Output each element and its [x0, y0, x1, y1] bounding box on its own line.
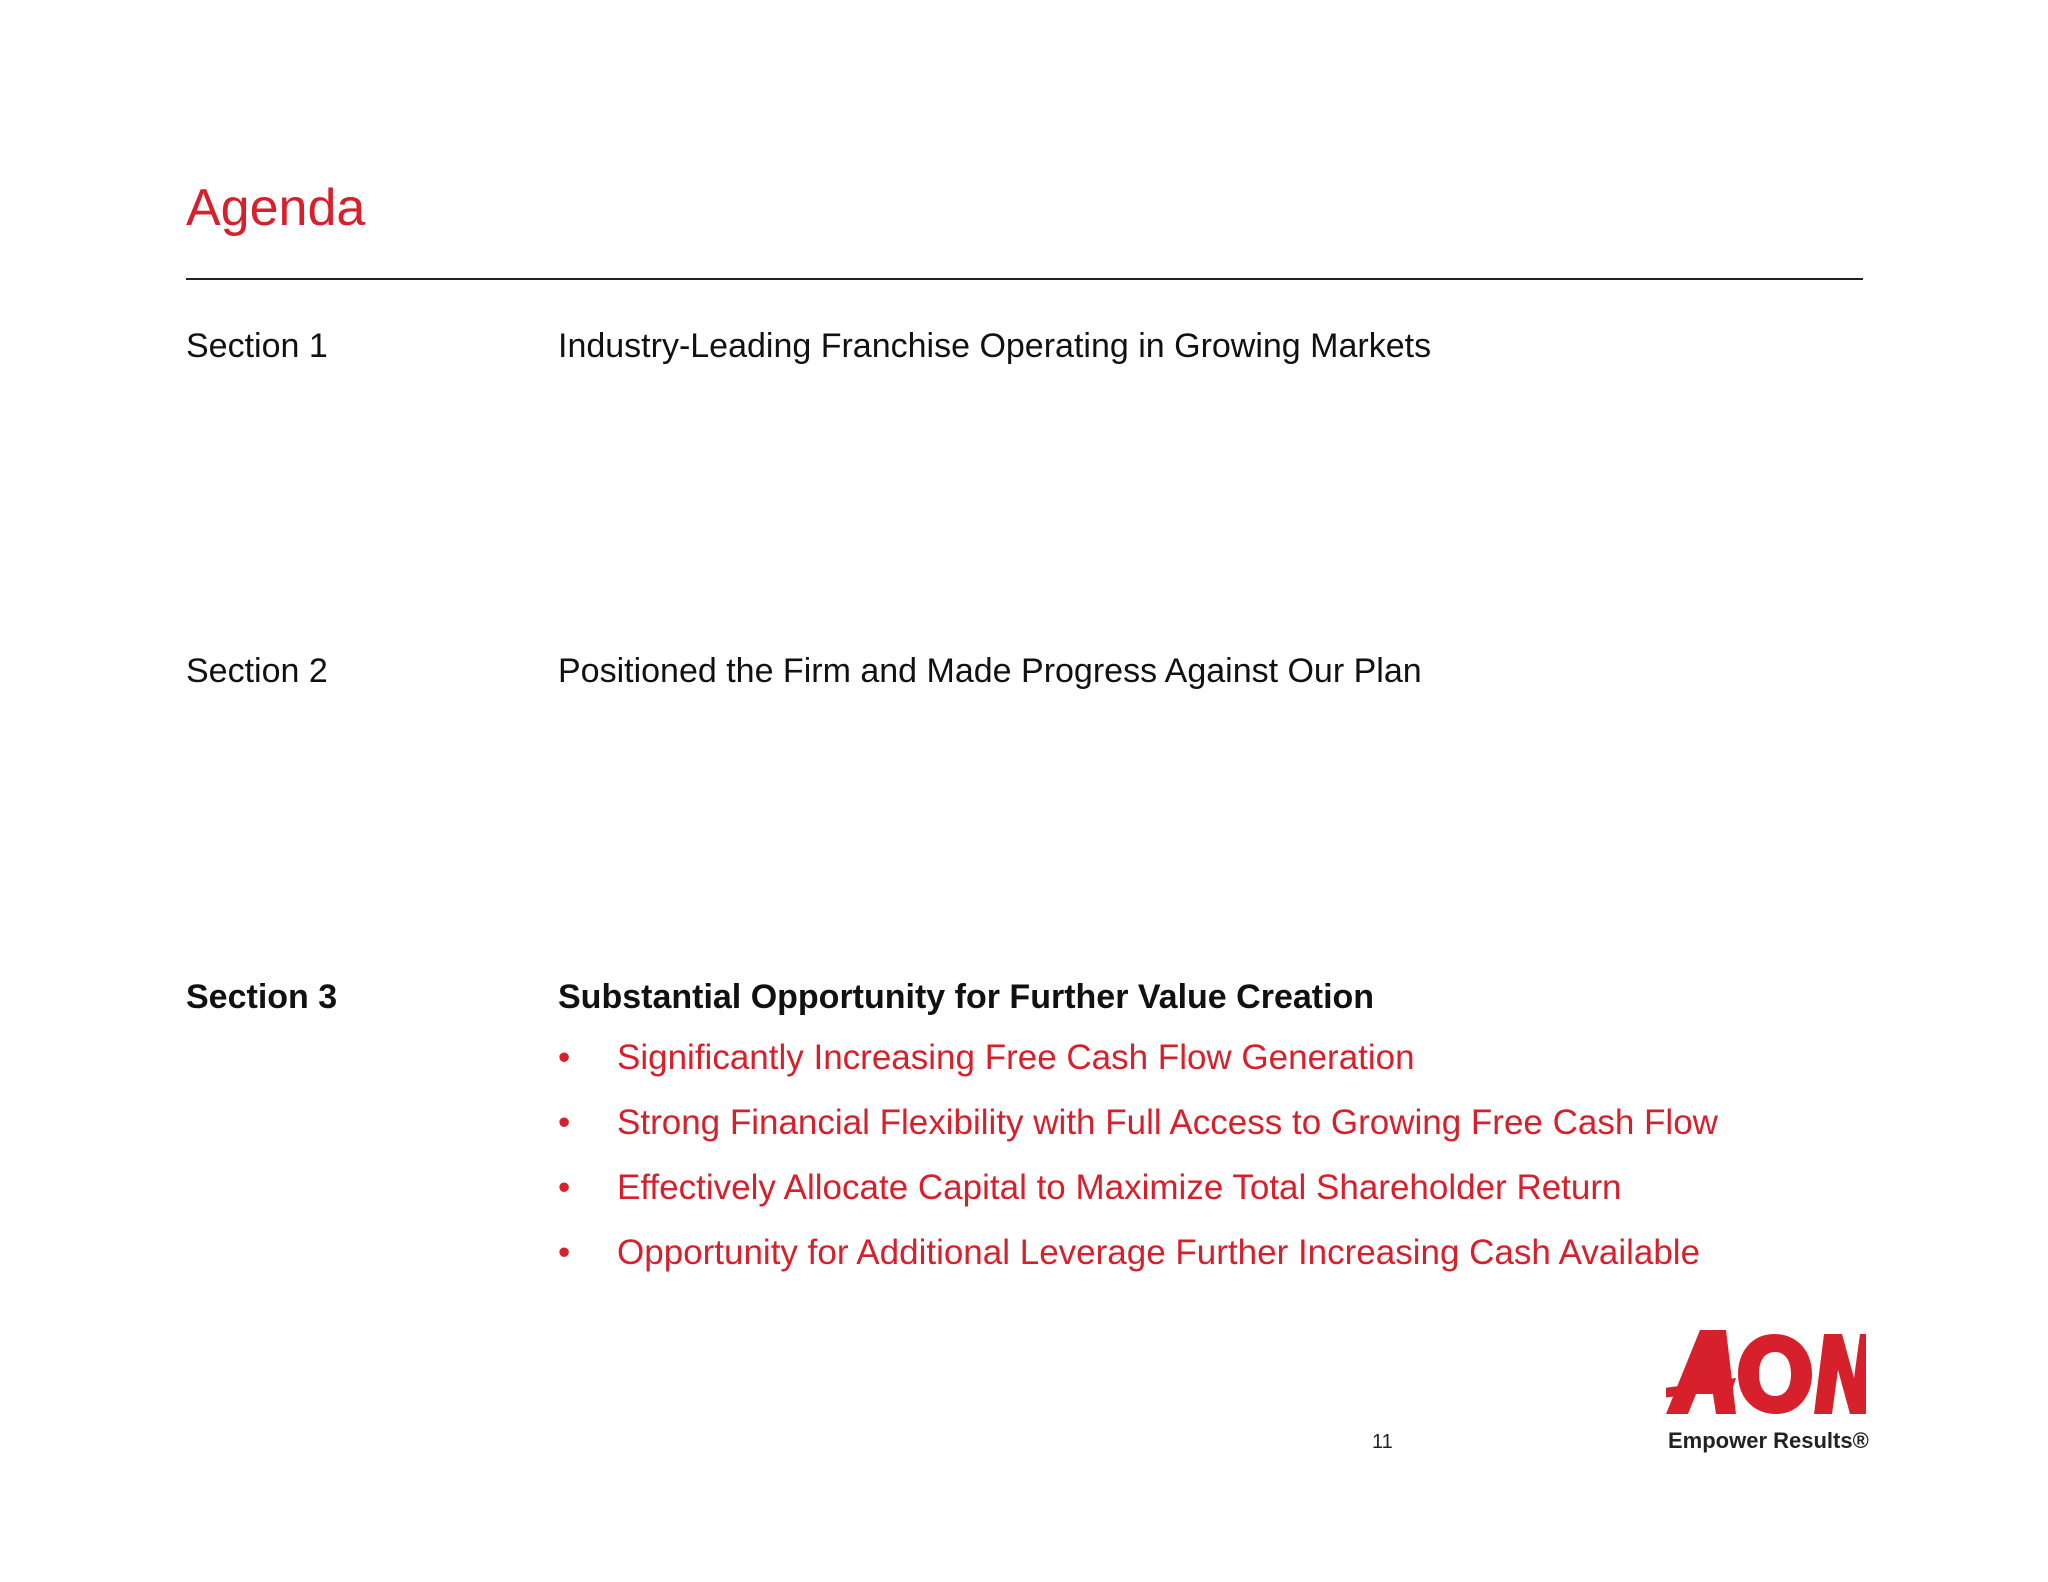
bullet-item [558, 1170, 1718, 1235]
section-3-bullet-list [558, 1040, 1718, 1300]
bullet-item [558, 1040, 1718, 1105]
bullet-text: Effectively Allocate Capital to Maximize Total Shareholder Return [617, 1168, 1622, 1207]
bullet-item [558, 1235, 1718, 1300]
bullet-marker: • [558, 1103, 571, 1142]
bullet-text: Significantly Increasing Free Cash Flow Generation [617, 1038, 1415, 1077]
title-divider [186, 278, 1863, 280]
page-number: 11 [1372, 1431, 1393, 1453]
bullet-marker: • [558, 1038, 571, 1077]
section-3-title: Substantial Opportunity for Further Value Creation [558, 978, 1375, 1016]
section-1-label: Section 1 [186, 327, 328, 365]
logo-tagline: Empower Results® [1668, 1428, 1869, 1453]
aon-logo-mark [1666, 1330, 1866, 1414]
section-2-title: Positioned the Firm and Made Progress Against Our Plan [558, 652, 1422, 690]
slide-title: Agenda [186, 179, 366, 237]
bullet-marker: • [558, 1233, 571, 1272]
section-1-title: Industry-Leading Franchise Operating in Growing Markets [558, 327, 1432, 365]
bullet-item [558, 1105, 1718, 1170]
bullet-text: Strong Financial Flexibility with Full Access to Growing Free Cash Flow [617, 1103, 1718, 1142]
section-3-label: Section 3 [186, 978, 338, 1016]
section-2-label: Section 2 [186, 652, 328, 690]
bullet-marker: • [558, 1168, 571, 1207]
bullet-text: Opportunity for Additional Leverage Further Increasing Cash Available [617, 1233, 1701, 1272]
